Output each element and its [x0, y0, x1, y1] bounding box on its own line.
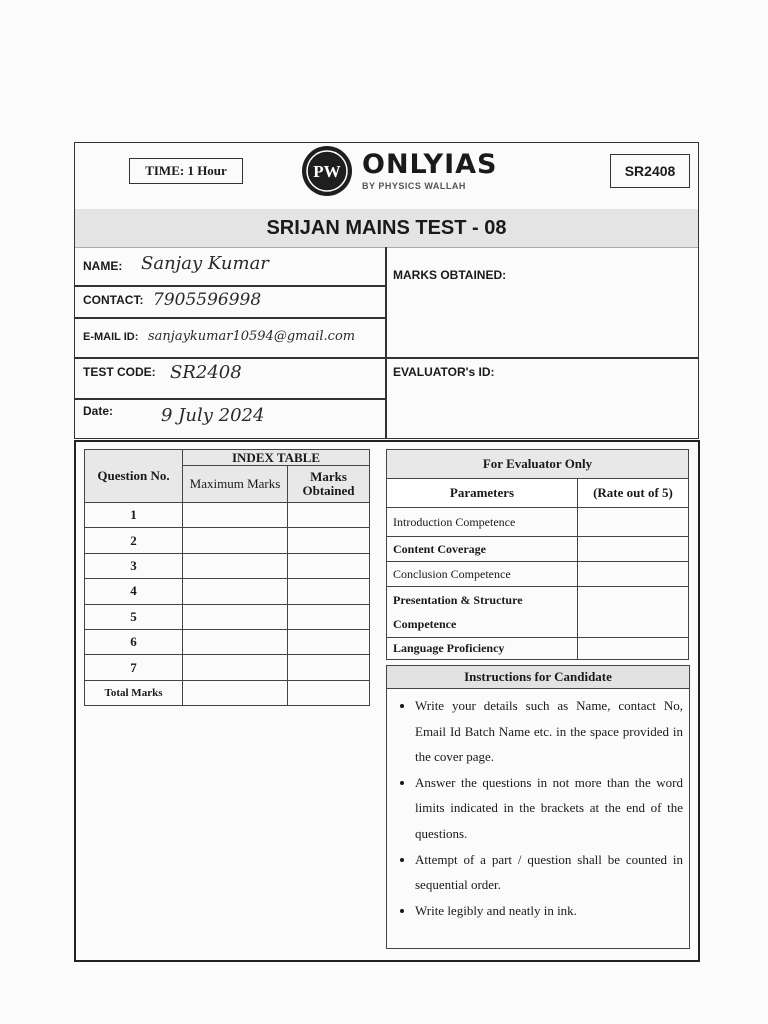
instructions-title: Instructions for Candidate [386, 665, 690, 689]
rating-cell[interactable] [578, 537, 689, 562]
index-table [84, 449, 370, 706]
rating-cell[interactable] [578, 638, 689, 660]
instruction-item: • Write legibly and neatly in ink. [415, 898, 683, 924]
logo-letters: PW [313, 162, 341, 181]
rating-cell[interactable] [578, 587, 689, 638]
email-label: E-MAIL ID: [83, 331, 139, 343]
contact-label: CONTACT: [83, 293, 144, 307]
header-box [74, 142, 699, 439]
table-row [85, 655, 370, 680]
total-marks-label: Total Marks [85, 680, 183, 705]
max-marks-cell[interactable] [183, 655, 288, 680]
question-number: 6 [85, 629, 183, 654]
max-marks-cell[interactable] [183, 579, 288, 604]
total-max-cell[interactable] [183, 680, 288, 705]
contact-value[interactable]: 7905596998 [153, 290, 262, 310]
instruction-item: • Write your details such as Name, contact No, Email Id Batch Name etc. in the space provided in the cover page. [415, 693, 683, 770]
table-row [387, 587, 689, 638]
table-row [387, 537, 689, 562]
table-row [387, 638, 689, 660]
table-row [85, 553, 370, 578]
rating-cell[interactable] [578, 562, 689, 587]
obtained-marks-cell[interactable] [288, 655, 370, 680]
brand-subtitle: BY PHYSICS WALLAH [362, 181, 466, 191]
max-marks-cell[interactable] [183, 528, 288, 553]
index-table-max-header: Maximum Marks [183, 466, 288, 503]
test-code-box: SR2408 [610, 154, 690, 188]
question-number: 7 [85, 655, 183, 680]
rating-cell[interactable] [578, 508, 689, 537]
question-number: 3 [85, 553, 183, 578]
marks-obtained-label: MARKS OBTAINED: [393, 268, 507, 282]
table-row [85, 503, 370, 528]
table-row [387, 562, 689, 587]
evaluator-table [386, 449, 689, 660]
divider [75, 398, 385, 400]
page-title: SRIJAN MAINS TEST - 08 [266, 217, 507, 239]
table-row [85, 629, 370, 654]
question-number: 1 [85, 503, 183, 528]
evaluator-id-label: EVALUATOR's ID: [393, 365, 495, 379]
instruction-item: • Answer the questions in not more than the word limits indicated in the brackets at the end of the questions. [415, 770, 683, 847]
divider [75, 357, 698, 359]
email-value[interactable]: sanjaykumar10594@gmail.com [148, 329, 356, 344]
parameters-header: Parameters [387, 479, 578, 508]
evaluator-title: For Evaluator Only [387, 450, 689, 479]
date-value[interactable]: 9 July 2024 [161, 405, 265, 426]
obtained-marks-cell[interactable] [288, 604, 370, 629]
brand-name: ONLYIAS [362, 149, 498, 180]
max-marks-cell[interactable] [183, 553, 288, 578]
table-row [387, 508, 689, 537]
cover-sheet [74, 142, 699, 960]
parameter-label: Language Proficiency [387, 638, 578, 660]
index-table-title: INDEX TABLE [183, 450, 370, 466]
parameter-label: Conclusion Competence [387, 562, 578, 587]
divider [75, 317, 385, 319]
instruction-item: • Attempt of a part / question shall be counted in sequential order. [415, 847, 683, 898]
max-marks-cell[interactable] [183, 503, 288, 528]
question-number: 5 [85, 604, 183, 629]
name-label: NAME: [83, 259, 123, 273]
name-value[interactable]: Sanjay Kumar [141, 253, 269, 274]
test-code-label: TEST CODE: [83, 365, 156, 379]
table-row [85, 680, 370, 705]
total-obtained-cell[interactable] [288, 680, 370, 705]
obtained-marks-cell[interactable] [288, 503, 370, 528]
table-row [85, 604, 370, 629]
rate-header: (Rate out of 5) [578, 479, 689, 508]
table-row [85, 579, 370, 604]
test-code-value[interactable]: SR2408 [170, 362, 242, 383]
parameter-label: Introduction Competence [387, 508, 578, 537]
parameter-label: Content Coverage [387, 537, 578, 562]
obtained-marks-cell[interactable] [288, 629, 370, 654]
instructions-list [387, 693, 689, 923]
obtained-marks-cell[interactable] [288, 553, 370, 578]
index-table-question-header: Question No. [85, 450, 183, 503]
pw-logo-icon [301, 143, 357, 199]
obtained-marks-cell[interactable] [288, 579, 370, 604]
obtained-marks-cell[interactable] [288, 528, 370, 553]
column-divider [385, 247, 387, 438]
instructions-box [386, 688, 690, 949]
question-number: 4 [85, 579, 183, 604]
max-marks-cell[interactable] [183, 604, 288, 629]
max-marks-cell[interactable] [183, 629, 288, 654]
parameter-label: Presentation & Structure Competence [387, 587, 578, 638]
divider [75, 285, 385, 287]
question-number: 2 [85, 528, 183, 553]
index-table-obtained-header: Marks Obtained [288, 466, 370, 503]
table-row [85, 528, 370, 553]
date-label: Date: [83, 404, 114, 418]
time-box: TIME: 1 Hour [129, 158, 243, 184]
